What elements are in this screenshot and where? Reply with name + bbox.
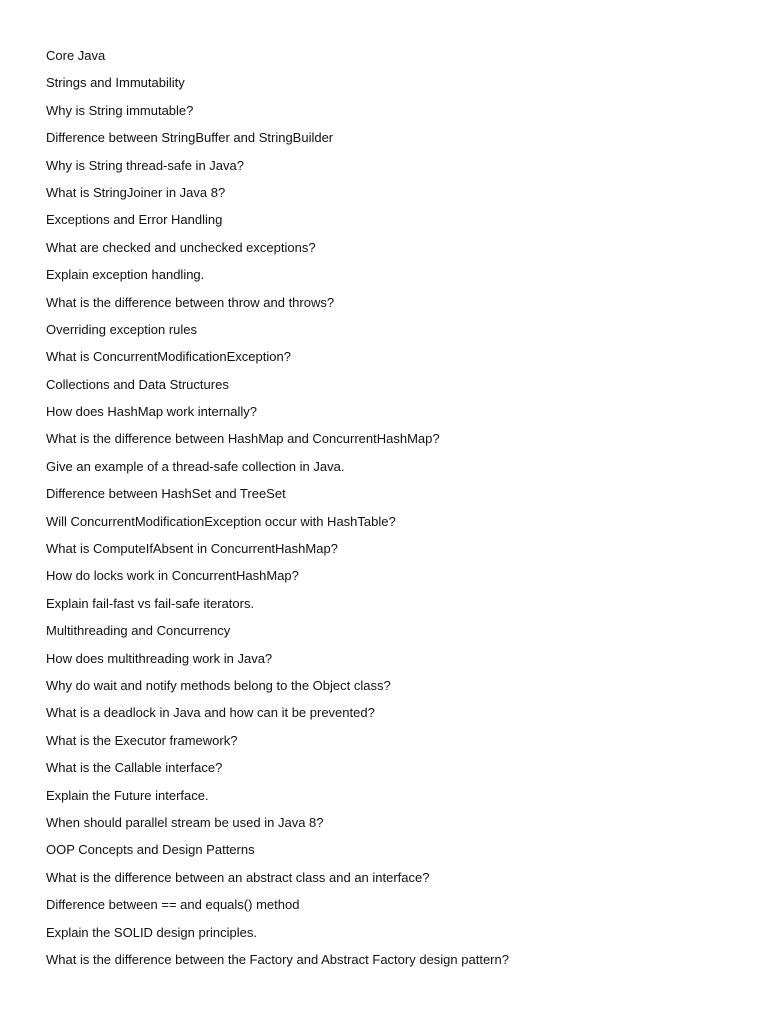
document-page (46, 42, 746, 973)
document-line: Difference between StringBuffer and StringBuilder (46, 130, 334, 146)
document-line: Difference between == and equals() method (46, 897, 300, 913)
document-line: Difference between HashSet and TreeSet (46, 486, 286, 502)
document-line: Why is String immutable? (46, 102, 194, 118)
document-line: What is ComputeIfAbsent in ConcurrentHashMap? (46, 541, 338, 557)
document-line: Explain the Future interface. (46, 787, 209, 803)
document-line: Multithreading and Concurrency (46, 623, 231, 639)
document-line: Collections and Data Structures (46, 376, 229, 392)
document-line: What is the Callable interface? (46, 760, 223, 776)
document-line: Core Java (46, 48, 106, 63)
document-line: OOP Concepts and Design Patterns (46, 842, 255, 858)
document-line: How does multithreading work in Java? (46, 650, 273, 666)
document-line: What is the Executor framework? (46, 732, 238, 748)
document-line: How does HashMap work internally? (46, 404, 257, 420)
document-line: What is the difference between the Factory and Abstract Factory design pattern? (46, 951, 509, 967)
document-line: Explain fail-fast vs fail-safe iterators. (46, 595, 255, 611)
document-line: What is ConcurrentModificationException? (46, 349, 291, 365)
document-line: Why do wait and notify methods belong to the Object class? (46, 677, 391, 693)
document-line: What is StringJoiner in Java 8? (46, 184, 226, 200)
document-line: What is the difference between an abstract class and an interface? (46, 869, 430, 885)
document-line: Why is String thread-safe in Java? (46, 157, 244, 173)
document-line: What is the difference between throw and throws? (46, 294, 335, 310)
document-line: What are checked and unchecked exceptions? (46, 239, 316, 255)
document-line: Give an example of a thread-safe collection in Java. (46, 458, 345, 474)
document-line: Will ConcurrentModificationException occur with HashTable? (46, 513, 396, 529)
document-line: Strings and Immutability (46, 75, 185, 91)
document-line: Overriding exception rules (46, 321, 198, 337)
document-line: Explain exception handling. (46, 267, 205, 283)
document-line: Exceptions and Error Handling (46, 212, 223, 228)
document-line: Explain the SOLID design principles. (46, 924, 258, 940)
document-line: When should parallel stream be used in Java 8? (46, 814, 324, 830)
document-line: How do locks work in ConcurrentHashMap? (46, 568, 299, 584)
document-line: What is the difference between HashMap and ConcurrentHashMap? (46, 431, 440, 447)
document-line: What is a deadlock in Java and how can it be prevented? (46, 705, 375, 721)
